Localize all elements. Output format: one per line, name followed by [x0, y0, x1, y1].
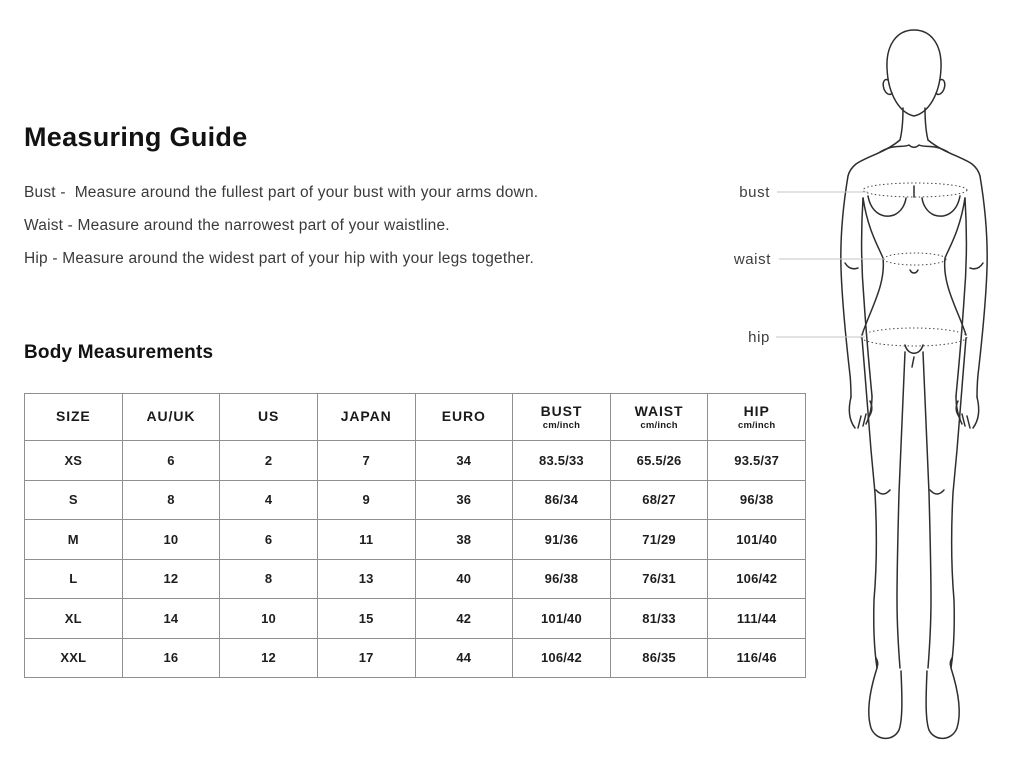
table-cell: 12 — [122, 559, 220, 599]
table-cell: 6 — [220, 520, 318, 560]
column-header-waist — [610, 394, 708, 441]
table-cell: 83.5/33 — [513, 441, 611, 481]
bust-ellipse — [863, 183, 967, 197]
table-cell: 11 — [317, 520, 415, 560]
size-chart-table — [24, 393, 806, 678]
table-cell: XL — [25, 599, 123, 639]
table-cell: M — [25, 520, 123, 560]
table-cell: S — [25, 480, 123, 520]
bust-label: bust — [739, 184, 770, 201]
column-header-japan — [317, 394, 415, 441]
table-cell: 15 — [317, 599, 415, 639]
table-cell: 42 — [415, 599, 513, 639]
table-cell: 9 — [317, 480, 415, 520]
column-header-label: HIP — [743, 402, 770, 419]
table-cell: 8 — [220, 559, 318, 599]
instruction-bust: Bust - Measure around the fullest part of your bust with your arms down. — [24, 184, 539, 201]
hip-label: hip — [748, 329, 770, 346]
table-cell: 8 — [122, 480, 220, 520]
table-row-xxl — [25, 638, 806, 678]
table-cell: 106/42 — [513, 638, 611, 678]
table-cell: 10 — [220, 599, 318, 639]
table-cell: 36 — [415, 480, 513, 520]
table-row-xl — [25, 599, 806, 639]
column-header-size — [25, 394, 123, 441]
table-row-s — [25, 480, 806, 520]
table-cell: 96/38 — [708, 480, 806, 520]
table-cell: 91/36 — [513, 520, 611, 560]
waist-ellipse — [884, 253, 946, 265]
table-cell: 106/42 — [708, 559, 806, 599]
table-cell: 86/34 — [513, 480, 611, 520]
table-cell: 38 — [415, 520, 513, 560]
column-header-euro — [415, 394, 513, 441]
hip-ellipse — [861, 328, 967, 346]
column-header-label: EURO — [441, 408, 486, 424]
table-cell: 116/46 — [708, 638, 806, 678]
column-header-label: WAIST — [634, 402, 684, 419]
table-cell: 12 — [220, 638, 318, 678]
waist-label: waist — [733, 251, 771, 268]
column-header-us — [220, 394, 318, 441]
table-row-xs — [25, 441, 806, 481]
column-header-bust — [513, 394, 611, 441]
column-header-label: SIZE — [55, 408, 91, 424]
column-header-unit: cm/inch — [640, 419, 678, 431]
table-cell: 101/40 — [708, 520, 806, 560]
table-cell: 68/27 — [610, 480, 708, 520]
table-cell: XS — [25, 441, 123, 481]
table-cell: 76/31 — [610, 559, 708, 599]
table-cell: 13 — [317, 559, 415, 599]
table-cell: 40 — [415, 559, 513, 599]
instruction-waist: Waist - Measure around the narrowest part of your waistline. — [24, 217, 450, 234]
table-cell: 81/33 — [610, 599, 708, 639]
column-header-unit: cm/inch — [738, 419, 776, 431]
table-row-m — [25, 520, 806, 560]
table-cell: 111/44 — [708, 599, 806, 639]
column-header-unit: cm/inch — [542, 419, 581, 431]
column-header-label: BUST — [540, 402, 583, 419]
column-header-label: JAPAN — [340, 408, 392, 424]
table-cell: 44 — [415, 638, 513, 678]
table-cell: 17 — [317, 638, 415, 678]
table-cell: 2 — [220, 441, 318, 481]
table-cell: 10 — [122, 520, 220, 560]
column-header-label: AU/UK — [146, 408, 196, 424]
table-cell: 65.5/26 — [610, 441, 708, 481]
table-cell: XXL — [25, 638, 123, 678]
measurement-ellipses — [861, 183, 967, 346]
table-cell: 93.5/37 — [708, 441, 806, 481]
table-cell: 34 — [415, 441, 513, 481]
table-cell: 6 — [122, 441, 220, 481]
table-cell: 14 — [122, 599, 220, 639]
instruction-hip: Hip - Measure around the widest part of your hip with your legs together. — [24, 250, 535, 267]
table-cell: 71/29 — [610, 520, 708, 560]
table-header-row — [25, 394, 806, 441]
measuring-instructions — [24, 176, 538, 275]
page-title: Measuring Guide — [24, 122, 248, 152]
table-cell: 16 — [122, 638, 220, 678]
table-cell: 4 — [220, 480, 318, 520]
table-cell: 101/40 — [513, 599, 611, 639]
table-row-l — [25, 559, 806, 599]
table-cell: L — [25, 559, 123, 599]
table-cell: 96/38 — [513, 559, 611, 599]
table-cell: 86/35 — [610, 638, 708, 678]
column-header-label: US — [257, 408, 280, 424]
body-figure-illustration — [720, 0, 1024, 768]
figure-outline — [841, 30, 987, 738]
column-header-auuk — [122, 394, 220, 441]
section-title-body-measurements: Body Measurements — [24, 342, 214, 363]
leader-lines — [776, 192, 884, 337]
table-cell: 7 — [317, 441, 415, 481]
